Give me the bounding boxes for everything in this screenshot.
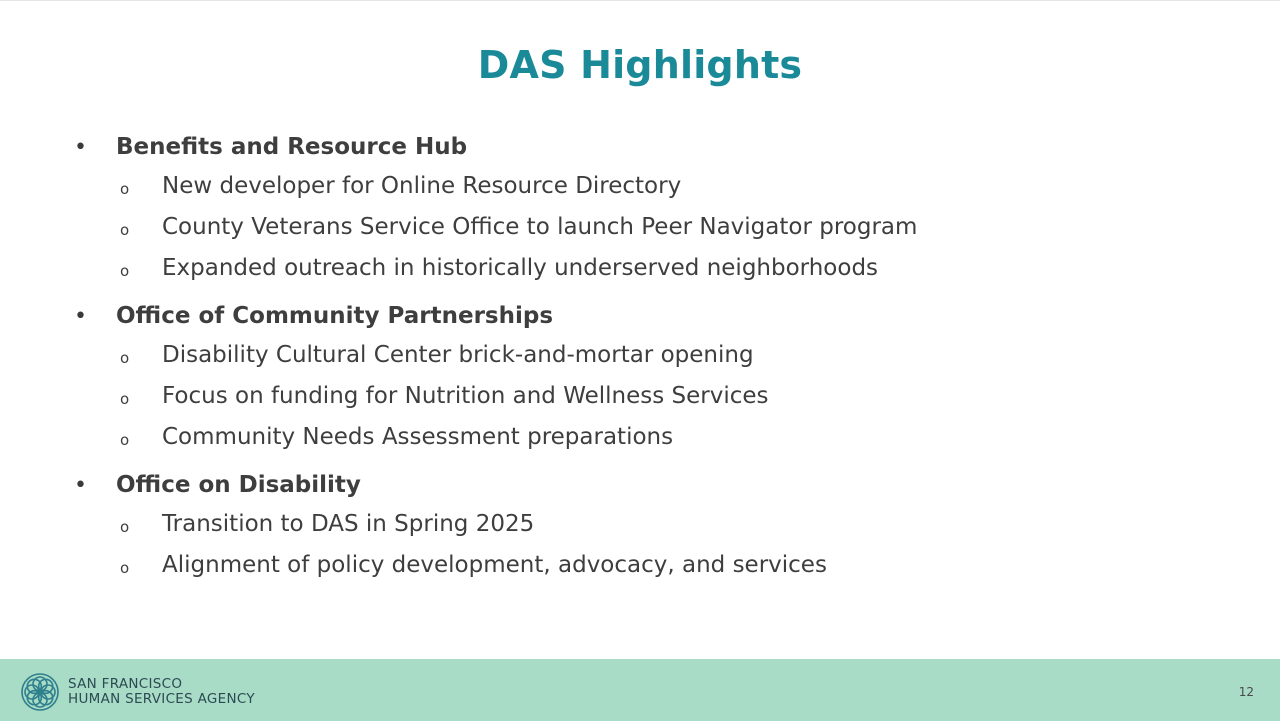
sub-bullet-circle: o (120, 348, 130, 367)
sub-bullet-circle: o (120, 430, 130, 449)
bullet-dot: • (74, 472, 87, 498)
sub-bullet-circle: o (120, 558, 130, 577)
section-heading: Office of Community Partnerships (116, 303, 554, 329)
sub-bullet-circle: o (120, 220, 130, 239)
list-item-text: Focus on funding for Nutrition and Wellness Services (162, 382, 769, 409)
list-item-text: Transition to DAS in Spring 2025 (162, 510, 535, 537)
bullet-row (72, 298, 1222, 334)
list-item-text: Expanded outreach in historically underserved neighborhoods (162, 254, 879, 281)
bullet-dot: • (74, 134, 87, 160)
bullet-row (72, 467, 1222, 503)
list-item-text: Community Needs Assessment preparations (162, 423, 674, 450)
page-number: 12 (1238, 685, 1254, 699)
bullet-dot: • (74, 303, 87, 329)
sub-bullet-circle: o (120, 517, 130, 536)
section-benefits-hub (72, 129, 1222, 288)
section-heading: Benefits and Resource Hub (116, 134, 468, 160)
section-office-on-disability (72, 467, 1222, 585)
slide-content (72, 129, 1222, 595)
sub-bullet-circle: o (120, 261, 130, 280)
list-item (72, 544, 1222, 585)
list-item (72, 503, 1222, 544)
org-name (68, 677, 255, 707)
bullet-row (72, 129, 1222, 165)
org-name-line2: HUMAN SERVICES AGENCY (68, 691, 255, 707)
org-name-line1: SAN FRANCISCO (68, 676, 183, 692)
list-item (72, 416, 1222, 457)
list-item (72, 206, 1222, 247)
list-item (72, 165, 1222, 206)
sfhsa-logo-icon (20, 672, 60, 712)
list-item (72, 375, 1222, 416)
slide-title: DAS Highlights (477, 43, 803, 87)
footer-band (0, 659, 1280, 721)
list-item-text: New developer for Online Resource Directory (162, 172, 682, 199)
list-item-text: County Veterans Service Office to launch Peer Navigator program (162, 213, 918, 240)
sub-bullet-circle: o (120, 179, 130, 198)
sub-bullet-circle: o (120, 389, 130, 408)
list-item (72, 247, 1222, 288)
section-community-partnerships (72, 298, 1222, 457)
section-heading: Office on Disability (116, 472, 361, 498)
list-item-text: Alignment of policy development, advocacy, and services (162, 551, 827, 578)
list-item (72, 334, 1222, 375)
list-item-text: Disability Cultural Center brick-and-mortar opening (162, 341, 754, 368)
